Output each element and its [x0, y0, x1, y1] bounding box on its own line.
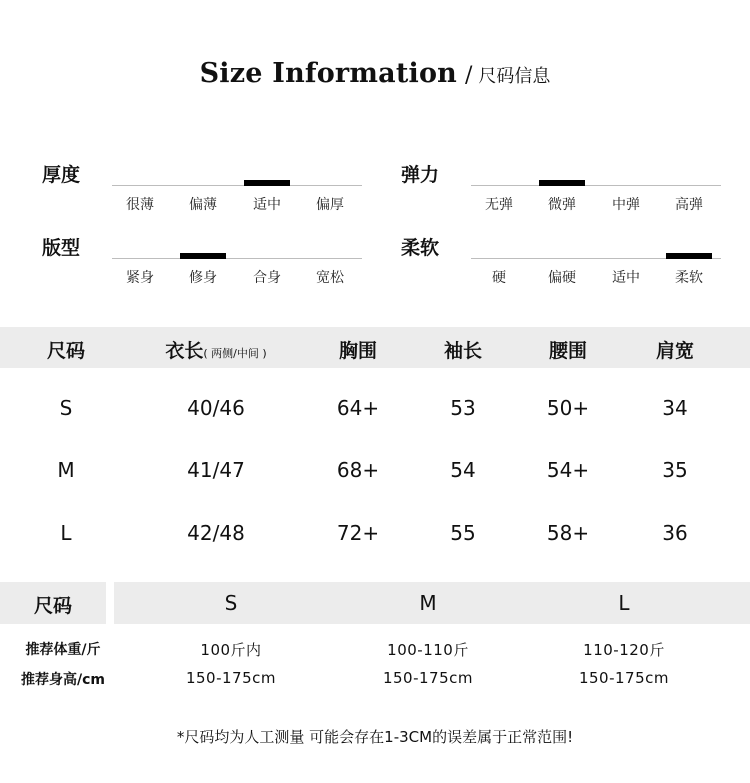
page-title [0, 58, 750, 89]
scale-label: 柔软 [401, 237, 440, 259]
header-sleeve: 袖长 [443, 340, 482, 362]
recommend-height-m: 150-175cm [382, 669, 474, 687]
scale-line [471, 185, 721, 186]
recommend-header-size: 尺码 [33, 595, 72, 617]
scale-option: 适中 [253, 197, 281, 213]
row-m-sleeve: 54 [450, 458, 476, 482]
row-m-length: 41/47 [187, 458, 245, 482]
scale-label: 厚度 [42, 164, 81, 186]
title-chinese: 尺码信息 [478, 66, 551, 87]
scale-option: 高弹 [675, 197, 703, 213]
scale-line [112, 185, 362, 186]
row-m-size: M [57, 458, 75, 482]
row-l-size: L [60, 521, 72, 545]
scale-elasticity [401, 160, 746, 220]
row-m-shoulder: 35 [662, 458, 688, 482]
row-s-size: S [59, 396, 73, 420]
header-size: 尺码 [46, 340, 85, 362]
header-length-label: 衣长 [165, 340, 204, 362]
scale-label: 版型 [42, 237, 81, 259]
header-waist: 腰围 [548, 340, 587, 362]
scale-softness [401, 233, 746, 293]
scale-option: 无弹 [485, 197, 513, 213]
recommend-weight-m: 100-110斤 [387, 641, 469, 659]
row-l-sleeve: 55 [450, 521, 476, 545]
scale-option: 中弹 [612, 197, 640, 213]
row-s-waist: 50+ [546, 396, 590, 420]
recommend-size-s: S [224, 591, 238, 615]
scale-option: 微弹 [548, 197, 576, 213]
row-l-chest: 72+ [336, 521, 380, 545]
row-l-waist: 58+ [546, 521, 590, 545]
scale-option: 柔软 [675, 270, 703, 286]
row-s-chest: 64+ [336, 396, 380, 420]
scale-thickness [42, 160, 387, 220]
scale-marker [180, 253, 226, 259]
recommend-height-l: 150-175cm [578, 669, 670, 687]
recommend-weight-s: 100斤内 [200, 641, 262, 659]
scale-marker [666, 253, 712, 259]
scale-label: 弹力 [401, 164, 440, 186]
row-s-shoulder: 34 [662, 396, 688, 420]
row-l-shoulder: 36 [662, 521, 688, 545]
recommend-weight-label: 推荐体重/斤 [25, 642, 101, 658]
scale-option: 偏硬 [548, 270, 576, 286]
scale-option: 宽松 [316, 270, 344, 286]
row-m-chest: 68+ [336, 458, 380, 482]
header-length [136, 336, 296, 363]
scale-option: 很薄 [126, 197, 154, 213]
row-m-waist: 54+ [546, 458, 590, 482]
scale-option: 适中 [612, 270, 640, 286]
header-length-note: ( 两侧/中间 ) [203, 347, 267, 360]
scale-option: 合身 [253, 270, 281, 286]
scale-marker [539, 180, 585, 186]
scale-option: 偏厚 [316, 197, 344, 213]
scale-option: 修身 [189, 270, 217, 286]
recommend-weight-l: 110-120斤 [583, 641, 665, 659]
title-separator: / [464, 63, 473, 88]
recommend-size-l: L [618, 591, 630, 615]
recommend-height-label: 推荐身高/cm [21, 672, 105, 688]
row-s-sleeve: 53 [450, 396, 476, 420]
header-shoulder: 肩宽 [655, 340, 694, 362]
scale-marker [244, 180, 290, 186]
recommend-height-s: 150-175cm [185, 669, 277, 687]
scale-fit [42, 233, 387, 293]
recommend-size-m: M [419, 591, 437, 615]
row-s-length: 40/46 [187, 396, 245, 420]
header-chest: 胸围 [338, 340, 377, 362]
scale-option: 紧身 [126, 270, 154, 286]
scale-line [112, 258, 362, 259]
title-english: Size Information [199, 58, 457, 89]
measurement-note: *尺码均为人工测量 可能会存在1-3CM的误差属于正常范围! [176, 728, 574, 746]
row-l-length: 42/48 [187, 521, 245, 545]
scale-option: 硬 [492, 270, 506, 286]
scale-option: 偏薄 [189, 197, 217, 213]
